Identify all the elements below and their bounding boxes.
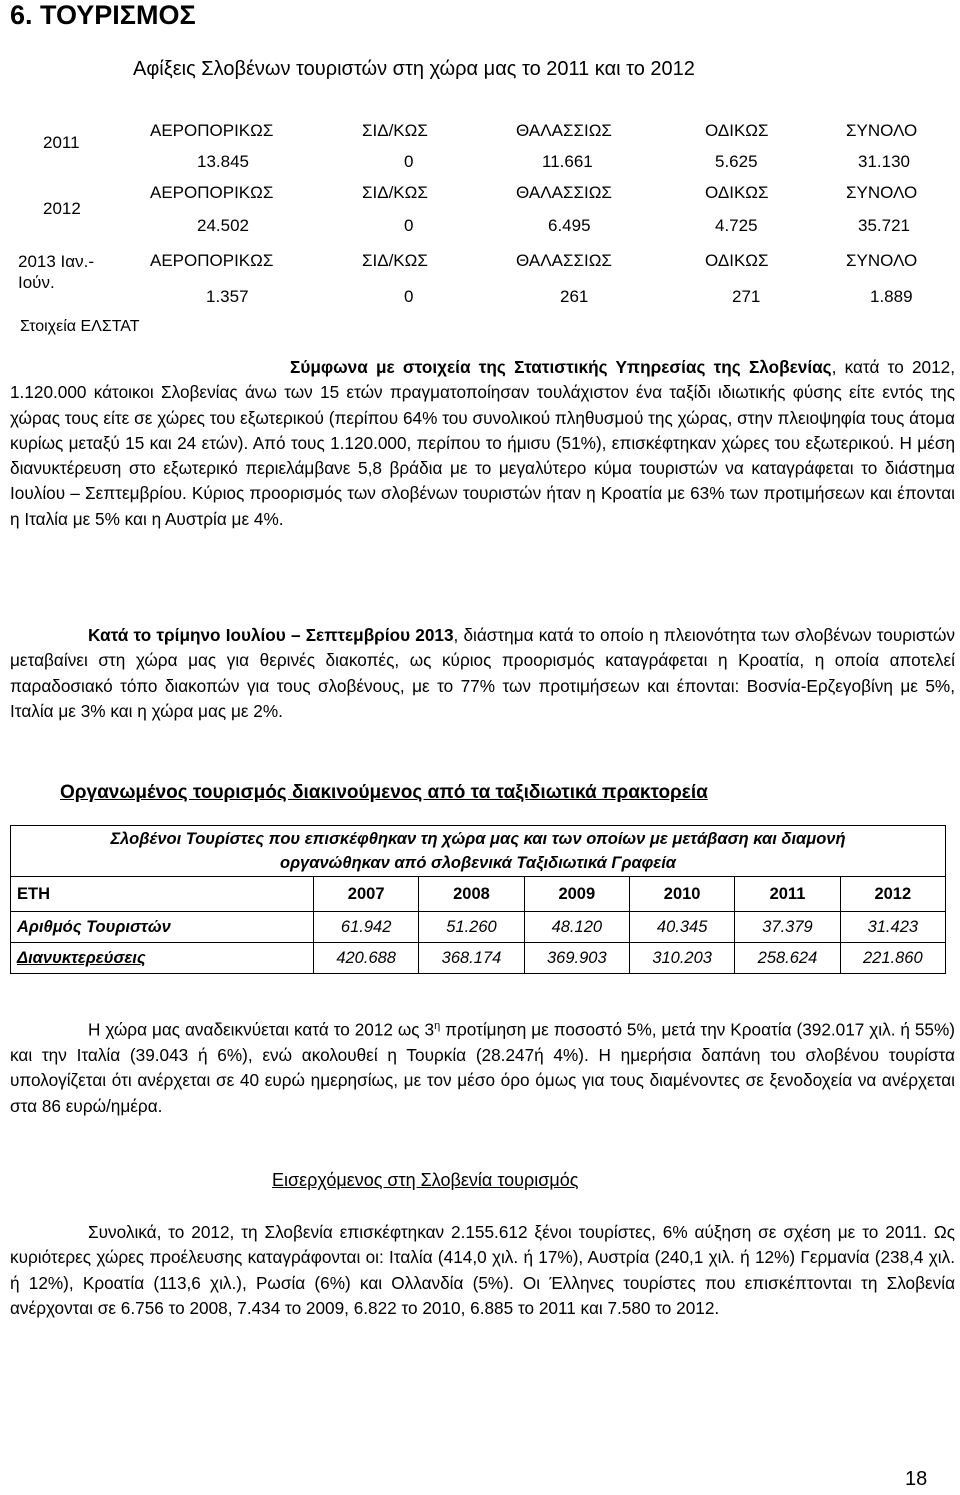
arrivals-value: 31.130 <box>858 152 910 171</box>
arrivals-header-air: ΑΕΡΟΠΟΡΙΚΩΣ <box>150 251 274 270</box>
arrivals-value: 271 <box>732 287 761 306</box>
arrivals-header-air: ΑΕΡΟΠΟΡΙΚΩΣ <box>150 183 274 202</box>
agency-cell: 369.903 <box>524 943 629 974</box>
paragraph-slovenia-stats <box>10 355 955 532</box>
arrivals-value: 1.889 <box>870 287 913 306</box>
agency-table <box>10 825 946 974</box>
table-row <box>11 912 946 943</box>
agency-year: 2011 <box>735 877 840 912</box>
arrivals-header-road: ΟΔΙΚΩΣ <box>705 121 769 140</box>
paragraph-text: , διάστημα κατά το οποίο η πλειονότητα των σλοβένων τουριστών μεταβαίνει στη χώρα μας για θερινές διακοπές, ως κύριος προορισμός καταγράφεται η Κροατία, η οποία αποτελεί παραδοσιακό τόπο διακοπών για τους σλοβένους, με το 77% των προτιμήσεων και έπονται: Βοσνία-Ερζεγοβίνη με 5%, Ιταλία με 3% και η χώρα μας με 2%. <box>10 625 955 721</box>
arrivals-header-air: ΑΕΡΟΠΟΡΙΚΩΣ <box>150 121 274 140</box>
agency-row-label: Διανυκτερεύσεις <box>11 943 314 974</box>
arrivals-value: 0 <box>404 152 414 171</box>
arrivals-value: 5.625 <box>715 152 758 171</box>
inbound-tourism-heading: Εισερχόμενος στη Σλοβενία τουρισμός <box>272 1170 579 1190</box>
arrivals-header-rail: ΣΙΔ/ΚΩΣ <box>362 251 428 270</box>
arrivals-header-sea: ΘΑΛΑΣΣΙΩΣ <box>516 183 612 202</box>
agency-year: 2008 <box>419 877 524 912</box>
arrivals-header-total: ΣΥΝΟΛΟ <box>846 251 918 270</box>
arrivals-value: 6.495 <box>548 216 591 235</box>
agency-year-label: ΕΤΗ <box>11 877 314 912</box>
paragraph-text: Η χώρα μας αναδεικνύεται κατά το 2012 ως 3 <box>88 1019 435 1040</box>
arrivals-source: Στοιχεία ΕΛΣΤΑΤ <box>20 318 140 335</box>
paragraph-text: προτίμηση με ποσοστό 5%, μετά την Κροατία (392.017 χιλ. ή 55%) και την Ιταλία (39.043 ή 6%), ενώ ακολουθεί η Τουρκία (28.247ή 4%). Η ημερήσια δαπάνη του σλοβένου τουρίστα υπολογίζεται ότι ανέρχεται σε 40 ευρώ ημερησίως, με τον μέσο όρο όμως για τους διαμένοντες σε ξενοδοχεία να ανέρχεται στα 86 ευρώ/ημέρα. <box>10 1019 955 1116</box>
paragraph-inbound: Συνολικά, το 2012, τη Σλοβενία επισκέφτηκαν 2.155.612 ξένοι τουρίστες, 6% αύξηση σε σχέση με το 2011. Ως κυριότερες χώρες προέλευσης καταγράφονται οι: Ιταλία (414,0 χιλ. ή 17%), Αυστρία (240,1 χιλ. ή 12%) Γερμανία (238,4 χιλ. ή 12%), Κροατία (113,6 χιλ.), Ρωσία (6%) και Ολλανδία (5%). Οι Έλληνες τουρίστες που επισκέπτονται τη Σλοβενία ανέρχονται σε 6.756 το 2008, 7.434 το 2009, 6.822 το 2010, 6.885 το 2011 και 7.580 το 2012. <box>10 1222 955 1318</box>
table-row <box>11 943 946 974</box>
arrivals-value: 0 <box>404 216 414 235</box>
arrivals-header-road: ΟΔΙΚΩΣ <box>705 183 769 202</box>
section-title: 6. ΤΟΥΡΙΣΜΟΣ <box>10 0 196 30</box>
paragraph-text: , κατά το 2012, 1.120.000 κάτοικοι Σλοβενίας άνω των 15 ετών πραγματοποίησαν τουλάχιστον ένα ταξίδι ιδιωτικής φύσης είτε εντός της χώρας τους είτε σε χώρες του εξωτερικού (περίπου 64% του συνολικού πληθυσμού της χώρας, στην πλειοψηφία τους άτομα κυρίως μεταξύ 15 και 24 ετών). Από τους 1.120.000, περίπου το ήμισυ (51%), επισκέφτηκαν χώρες του εξωτερικού. Η μέση διανυκτέρευση στο εξωτερικό περιελάμβανε 5,8 βράδια με το μεγαλύτερο κύμα τουριστών να καταγράφεται το διάστημα Ιουλίου – Σεπτεμβρίου. Κύριος προορισμός των σλοβένων τουριστών ήταν η Κροατία με 63% των προτιμήσεων και έπονται η Ιταλία με 5% και η Αυστρία με 4%. <box>10 357 955 529</box>
organized-tourism-heading: Οργανωμένος τουρισμός διακινούμενος από τα ταξιδιωτικά πρακτορεία <box>60 782 708 803</box>
page-number: 18 <box>905 1468 928 1490</box>
arrivals-value: 0 <box>404 287 414 306</box>
arrivals-value: 11.661 <box>542 152 593 171</box>
agency-cell: 40.345 <box>629 912 734 943</box>
agency-year: 2010 <box>629 877 734 912</box>
arrivals-year-2011: 2011 <box>43 133 80 152</box>
arrivals-year-2013: 2013 Ιαν.- Ιούν. <box>18 252 94 292</box>
agency-year: 2007 <box>314 877 419 912</box>
agency-year: 2009 <box>524 877 629 912</box>
agency-cell: 420.688 <box>314 943 419 974</box>
arrivals-header-sea: ΘΑΛΑΣΣΙΩΣ <box>516 251 612 270</box>
agency-cell: 61.942 <box>314 912 419 943</box>
arrivals-value: 13.845 <box>197 152 249 171</box>
paragraph-lead: Κατά το τρίμηνο Ιουλίου – Σεπτεμβρίου 2013 <box>88 625 454 645</box>
paragraph-q3-2013 <box>10 623 955 724</box>
arrivals-table-title: Αφίξεις Σλοβένων τουριστών στη χώρα μας το 2011 και το 2012 <box>133 58 695 80</box>
paragraph-lead: Σύμφωνα με στοιχεία της Στατιστικής Υπηρεσίας της Σλοβενίας <box>290 357 832 377</box>
arrivals-header-rail: ΣΙΔ/ΚΩΣ <box>362 183 428 202</box>
table-row <box>11 826 946 877</box>
arrivals-header-sea: ΘΑΛΑΣΣΙΩΣ <box>516 121 612 140</box>
arrivals-value: 35.721 <box>858 216 910 235</box>
agency-cell: 310.203 <box>629 943 734 974</box>
arrivals-value: 261 <box>560 287 589 306</box>
arrivals-year-2012: 2012 <box>43 199 81 218</box>
superscript: η <box>434 1020 441 1032</box>
table-row <box>11 877 946 912</box>
arrivals-value: 1.357 <box>206 287 249 306</box>
arrivals-header-total: ΣΥΝΟΛΟ <box>846 183 918 202</box>
arrivals-value: 4.725 <box>715 216 758 235</box>
agency-table-caption: Σλοβένοι Τουρίστες που επισκέφθηκαν τη χώρα μας και των οποίων με μετάβαση και διαμονή οργανώθηκαν από σλοβενικά Ταξιδιωτικά Γραφεία <box>11 826 946 877</box>
agency-cell: 37.379 <box>735 912 840 943</box>
agency-cell: 221.860 <box>840 943 945 974</box>
agency-year: 2012 <box>840 877 945 912</box>
agency-cell: 31.423 <box>840 912 945 943</box>
arrivals-header-total: ΣΥΝΟΛΟ <box>846 121 918 140</box>
arrivals-header-road: ΟΔΙΚΩΣ <box>705 251 769 270</box>
paragraph-greece-rank <box>10 1014 955 1119</box>
agency-row-label: Αριθμός Τουριστών <box>11 912 314 943</box>
arrivals-value: 24.502 <box>197 216 249 235</box>
agency-cell: 368.174 <box>419 943 524 974</box>
arrivals-header-rail: ΣΙΔ/ΚΩΣ <box>362 121 428 140</box>
agency-cell: 258.624 <box>735 943 840 974</box>
agency-cell: 48.120 <box>524 912 629 943</box>
agency-cell: 51.260 <box>419 912 524 943</box>
